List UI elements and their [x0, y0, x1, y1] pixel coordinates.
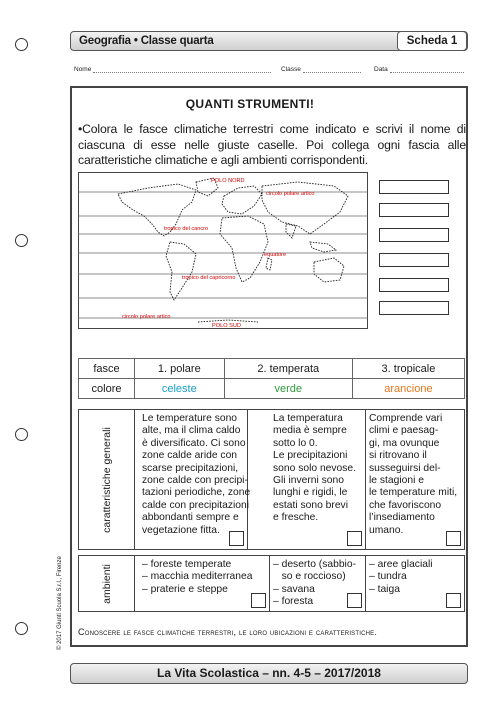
zone-1: 1. polare [135, 359, 225, 379]
page-title: QUANTI STRUMENTI! [185, 97, 315, 111]
zone-2: 2. temperata [224, 359, 352, 379]
antarctic-circle-label: circolo polare artico [122, 314, 171, 320]
characteristics-cell-2: La temperatura media è sempre sotto lo 0. Le precipitazioni sono solo nevose. Gli inverni sono lunghi e rigidi, le estati sono brevi e fresche. [270, 410, 366, 549]
match-checkbox[interactable] [229, 531, 244, 546]
environments-header [79, 556, 135, 611]
zone-name-box[interactable] [379, 203, 449, 217]
world-map[interactable] [78, 172, 368, 329]
environments-cell-2: – deserto (sabbio- so e roccioso) – savana – foresta [270, 556, 366, 611]
zone-name-box[interactable] [379, 253, 449, 267]
environments-cell-1: – foreste temperate – macchia mediterranea – praterie e steppe [139, 556, 270, 611]
capricorn-tropic-label: tropico del capricorno [182, 275, 236, 281]
characteristics-label: caratteristiche generali [100, 426, 113, 533]
instruction-text: •Colora le fasce climatiche terrestri come indicato e scrivi il nome di ciascuna di esse nelle giuste caselle. Poi collega ogni fascia alle caratteristiche climatiche e agli ambienti corrispondenti. [78, 122, 466, 167]
arctic-circle-label: circolo polare artico [266, 191, 315, 197]
equator-label: equatore [264, 252, 287, 258]
punch-hole [15, 428, 28, 441]
punch-hole [15, 234, 28, 247]
punch-hole [15, 622, 28, 635]
subject-label: Geografia • Classe quarta [79, 35, 214, 47]
row-label-fasce: fasce [79, 359, 135, 379]
color-3: arancione [352, 379, 464, 399]
zone-name-box[interactable] [379, 278, 449, 292]
zone-name-box[interactable] [379, 301, 449, 315]
color-1: celeste [135, 379, 225, 399]
punch-hole [15, 38, 28, 51]
footer-bar: La Vita Scolastica – nn. 4-5 – 2017/2018 [70, 663, 468, 684]
characteristics-block [78, 409, 465, 550]
row-label-colore: colore [79, 379, 135, 399]
characteristics-cell-1: Le temperature sono alte, ma il clima caldo è diversificato. Ci sono zone calde aride con scarse precipitazioni, zone calde con precipi- tazioni periodiche, zone calde con precipitazioni abbondanti sempre e vegetazione fitta. [139, 410, 248, 549]
color-2: verde [224, 379, 352, 399]
map-border [79, 173, 368, 329]
match-checkbox[interactable] [347, 593, 362, 608]
conclusion-text: Conoscere le fasce climatiche terrestri, le loro ubicazioni e caratteristiche. [78, 627, 378, 637]
environments-block [78, 555, 465, 612]
south-pole-label: POLO SUD [212, 323, 241, 329]
match-checkbox[interactable] [446, 531, 461, 546]
characteristics-cell-3: Comprende vari climi e paesag- gi, ma ovunque si ritrovano il susseguirsi del- le stagioni e le temperature miti, che favoriscono l’insediamento umano. [366, 410, 464, 549]
characteristics-header [79, 410, 135, 549]
environments-cell-3: – aree glaciali – tundra – taiga [366, 556, 464, 611]
class-field[interactable]: Classe [281, 66, 361, 73]
cancer-tropic-label: tropico del cancro [164, 226, 209, 232]
match-checkbox[interactable] [251, 593, 266, 608]
copyright-text: © 2017 Giunti Scuola S.r.l., Firenze [57, 556, 63, 650]
zone-name-box[interactable] [379, 180, 449, 194]
north-pole-label: POLO NORD [211, 178, 245, 184]
sheet-label: Scheda 1 [397, 31, 467, 51]
match-checkbox[interactable] [446, 593, 461, 608]
name-field[interactable]: Nome [74, 66, 271, 73]
zone-name-box[interactable] [379, 228, 449, 242]
zones-table [78, 358, 465, 399]
date-field[interactable]: Data [374, 66, 464, 73]
header-bar [70, 31, 468, 51]
environments-label: ambienti [100, 563, 113, 604]
match-checkbox[interactable] [347, 531, 362, 546]
zone-3: 3. tropicale [352, 359, 464, 379]
